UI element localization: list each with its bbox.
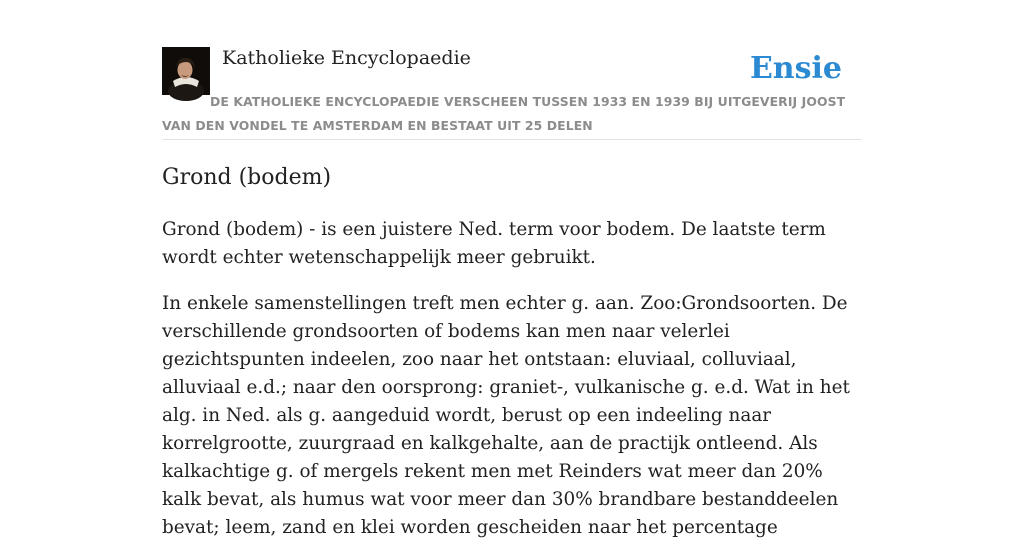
article [162,160,862,542]
article-paragraph: In enkele samenstellingen treft men echter g. aan. Zoo:Grondsoorten. De verschillende grondsoorten of bodems kan men naar velerlei gezichtspunten indeelen, zoo naar het ontstaan: eluviaal, colluviaal, alluviaal e.d.; naar den oorsprong: graniet-, vulkanische g. e.d. Wat in het alg. in Ned. als g. aangeduid wordt, berust op een indeeling naar korrelgrootte, zuurgraad en kalkgehalte, aan de practijk ontleend. Als kalkachtige g. of mergels rekent men met Reinders wat meer dan 20% kalk bevat, als humus wat voor meer dan 30% brandbare bestanddeelen bevat; leem, zand en klei worden gescheiden naar het percentage [162,293,850,538]
site-title[interactable]: Katholieke Encyclopaedie [222,47,471,69]
avatar[interactable] [162,47,210,95]
ensie-logo-link[interactable]: Ensie [749,51,842,86]
portrait-image [162,47,210,95]
article-paragraph: Grond (bodem) - is een juistere Ned. term voor bodem. De laatste term wordt echter wetenschappelijk meer gebruikt. [162,219,826,268]
article-title: Grond (bodem) [162,165,332,190]
site-tagline: DE KATHOLIEKE ENCYCLOPAEDIE VERSCHEEN TUSSEN 1933 EN 1939 BIJ UITGEVERIJ JOOST VAN DEN VONDEL TE AMSTERDAM EN BESTAAT UIT 25 DELEN [162,94,846,133]
site-header [162,46,862,140]
